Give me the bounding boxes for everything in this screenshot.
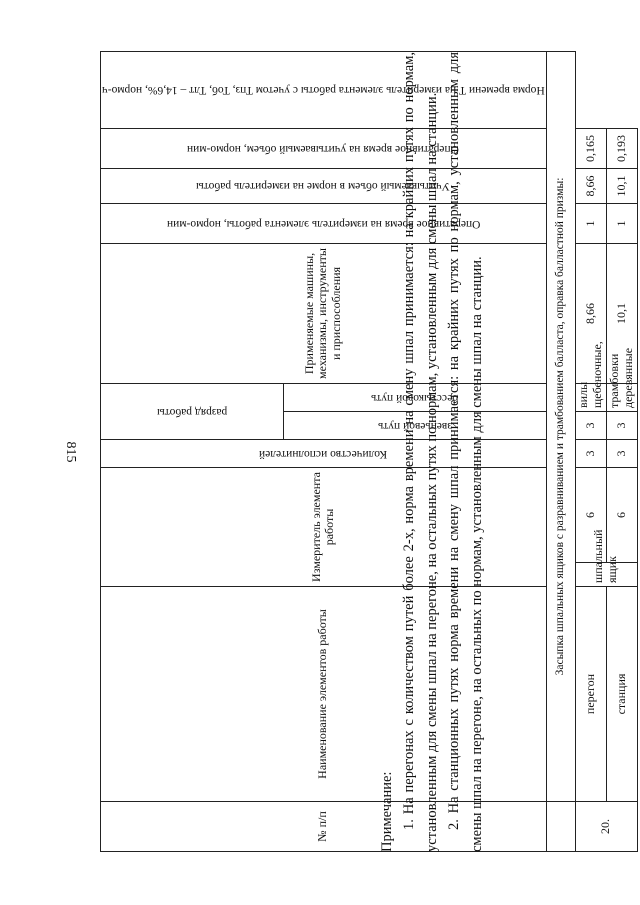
norms-table <box>100 51 638 852</box>
header-norm-time: Норма времени Т на измеритель элемента работы с учетом Тпз, Тоб, Тлт – 14,6%, нормо-ч <box>101 51 547 128</box>
section-empty-cell <box>546 802 575 852</box>
note-title: Примечание: <box>379 771 395 852</box>
row-norm: 0,193 <box>606 128 637 168</box>
table-row <box>575 51 606 851</box>
row-volume: 1 <box>575 203 606 243</box>
row-op-time: 8,66 <box>575 243 606 383</box>
header-grade-group: разряд работы <box>101 383 284 439</box>
table-row <box>606 51 637 851</box>
header-performers: Количество исполнителей <box>101 440 547 468</box>
row-op-time-volume: 8,66 <box>575 168 606 203</box>
header-volume: Учитываемый объем в норме на измеритель работы <box>101 168 547 203</box>
header-grade-joint: бесстыковой путь <box>284 383 547 411</box>
page-number: 815 <box>63 441 78 463</box>
row-machine: вилы щебеночные, <box>575 383 606 411</box>
row-norm: 0,165 <box>575 128 606 168</box>
header-grade-link: звеньевой путь <box>284 412 547 440</box>
header-name: Наименование элементов работы <box>101 587 547 802</box>
header-op-time-volume: Оперативное время на учитываемый объем, нормо-мин <box>101 128 547 168</box>
header-meter: Измеритель элемента работы <box>101 468 547 587</box>
row-grade-link: 3 <box>606 440 637 468</box>
row-number: 20. <box>575 802 637 852</box>
note-item: 1. На перегонах с количеством путей более 2-х, норма времени на смену шпал принимается: на крайних путях по нормам, установленным для смены шпал на перегоне, на остальных путях по нормам, установленным для смены шпал на станции. <box>401 52 440 852</box>
row-name: перегон <box>575 587 606 802</box>
row-grade-joint: 3 <box>575 412 606 440</box>
note-block <box>376 52 488 852</box>
row-op-time: 10,1 <box>606 243 637 383</box>
row-op-time-volume: 10,1 <box>606 168 637 203</box>
row-performers: 6 <box>606 468 637 563</box>
header-machines: Применяемые машины, механизмы, инструменты и приспособления <box>101 243 547 383</box>
row-performers: 6 <box>575 468 606 563</box>
rotated-page-content <box>100 52 635 852</box>
row-grade-link: 3 <box>575 440 606 468</box>
header-num: № п/п <box>101 802 547 852</box>
row-machine: трамбовки деревянные <box>606 383 637 411</box>
row-volume: 1 <box>606 203 637 243</box>
header-op-time-meter: Оперативное время на измеритель элемента работы, нормо-мин <box>101 203 547 243</box>
note-item: 2. На станционных путях норма времени на смену шпал принимается: на крайних путях по нормам, установленным для смены шпал на перегоне, на остальных по нормам, установленным для смены шпал на станции. <box>446 52 485 852</box>
row-grade-joint: 3 <box>606 412 637 440</box>
row-meter: шпальный ящик <box>575 563 637 587</box>
section-title: Засыпка шпальных ящиков с разравниванием и трамбованием балласта, оправка балластной призмы: <box>546 51 575 801</box>
row-name: станция <box>606 587 637 802</box>
